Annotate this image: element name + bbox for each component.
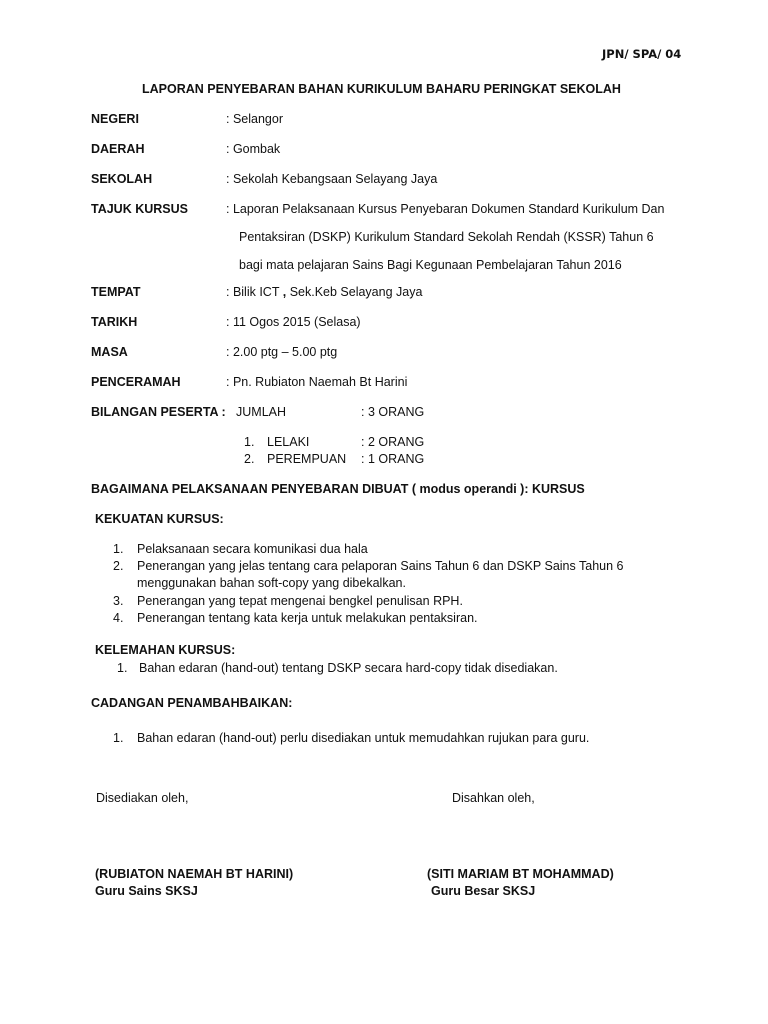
kekuatan-item-3-text: Penerangan yang tepat mengenai bengkel penulisan RPH.	[137, 594, 463, 608]
preparer-name: (RUBIATON NAEMAH BT HARINI)	[95, 867, 294, 881]
lelaki-number: 1.	[244, 435, 255, 449]
perempuan-value: : 1 ORANG	[361, 452, 425, 466]
sekolah-label: SEKOLAH	[91, 172, 153, 186]
penceramah-value: : Pn. Rubiaton Naemah Bt Harini	[226, 375, 408, 389]
daerah-label: DAERAH	[91, 142, 145, 156]
tajuk-kursus-line-2: Pentaksiran (DSKP) Kurikulum Standard Sekolah Rendah (KSSR) Tahun 6	[239, 230, 654, 244]
document-title: LAPORAN PENYEBARAN BAHAN KURIKULUM BAHARU PERINGKAT SEKOLAH	[142, 82, 621, 96]
perempuan-label: PEREMPUAN	[267, 452, 347, 466]
daerah-value: : Gombak	[226, 142, 281, 156]
perempuan-number: 2.	[244, 452, 255, 466]
cadangan-heading: CADANGAN PENAMBAHBAIKAN:	[91, 696, 293, 710]
approver-name: (SITI MARIAM BT MOHAMMAD)	[427, 867, 614, 881]
tarikh-label: TARIKH	[91, 315, 138, 329]
tempat-value-comma: ,	[282, 285, 287, 299]
kekuatan-item-1-text: Pelaksanaan secara komunikasi dua hala	[137, 542, 368, 556]
sekolah-value: : Sekolah Kebangsaan Selayang Jaya	[226, 172, 438, 186]
tempat-label: TEMPAT	[91, 285, 141, 299]
kekuatan-item-2-number: 2.	[113, 559, 124, 573]
kelemahan-item-1-text: Bahan edaran (hand-out) tentang DSKP secara hard-copy tidak disediakan.	[139, 661, 558, 675]
negeri-value: : Selangor	[226, 112, 283, 126]
kekuatan-item-1-number: 1.	[113, 542, 124, 556]
approved-by-label: Disahkan oleh,	[452, 791, 535, 805]
tempat-value-part-1: : Bilik ICT	[226, 285, 283, 299]
tajuk-kursus-label: TAJUK KURSUS	[91, 202, 188, 216]
tarikh-value: : 11 Ogos 2015 (Selasa)	[226, 315, 361, 329]
approver-title: Guru Besar SKSJ	[431, 884, 536, 898]
modus-operandi-heading: BAGAIMANA PELAKSANAAN PENYEBARAN DIBUAT ( modus operandi ): KURSUS	[91, 482, 585, 496]
masa-value: : 2.00 ptg – 5.00 ptg	[226, 345, 338, 359]
lelaki-label: LELAKI	[267, 435, 310, 449]
kelemahan-item-1-number: 1.	[117, 661, 128, 675]
cadangan-item-1-text: Bahan edaran (hand-out) perlu disediakan untuk memudahkan rujukan para guru.	[137, 731, 590, 745]
document-reference: JPN/ SPA/ 04	[602, 47, 682, 61]
kekuatan-item-4-number: 4.	[113, 611, 124, 625]
cadangan-item-1-number: 1.	[113, 731, 124, 745]
kekuatan-item-2-text-line-1: Penerangan yang jelas tentang cara pelaporan Sains Tahun 6 dan DSKP Sains Tahun 6	[137, 559, 624, 573]
negeri-label: NEGERI	[91, 112, 139, 126]
jumlah-label: JUMLAH	[236, 405, 287, 419]
tempat-value	[226, 285, 422, 299]
kelemahan-heading: KELEMAHAN KURSUS:	[95, 643, 236, 657]
kekuatan-item-2-text-line-2: menggunakan bahan soft-copy yang dibekalkan.	[137, 576, 406, 590]
tempat-value-part-2: Sek.Keb Selayang Jaya	[286, 285, 423, 299]
tajuk-kursus-line-3: bagi mata pelajaran Sains Bagi Kegunaan Pembelajaran Tahun 2016	[239, 258, 622, 272]
kekuatan-item-4-text: Penerangan tentang kata kerja untuk melakukan pentaksiran.	[137, 611, 478, 625]
tajuk-kursus-line-1: : Laporan Pelaksanaan Kursus Penyebaran Dokumen Standard Kurikulum Dan	[226, 202, 665, 216]
masa-label: MASA	[91, 345, 128, 359]
jumlah-value: : 3 ORANG	[361, 405, 425, 419]
bilangan-peserta-label: BILANGAN PESERTA :	[91, 405, 226, 419]
lelaki-value: : 2 ORANG	[361, 435, 425, 449]
prepared-by-label: Disediakan oleh,	[96, 791, 189, 805]
preparer-title: Guru Sains SKSJ	[95, 884, 198, 898]
kekuatan-item-3-number: 3.	[113, 594, 124, 608]
kekuatan-heading: KEKUATAN KURSUS:	[95, 512, 224, 526]
penceramah-label: PENCERAMAH	[91, 375, 181, 389]
